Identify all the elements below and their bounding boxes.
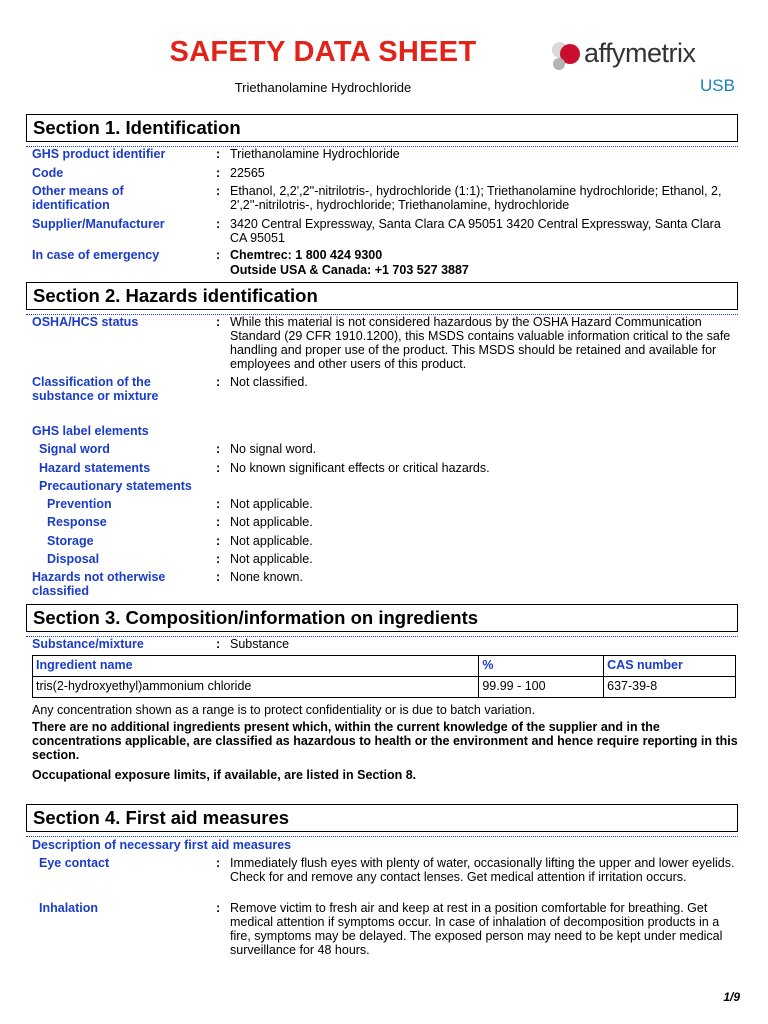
field-label: Other means of identification — [32, 184, 124, 212]
field-value: Remove victim to fresh air and keep at rest in a position comfortable for breathing. Get medical attention if symptoms occur. In case of inhalation of decomposition products in a fire, symptoms may be delayed. The exposed person may need to be kept under medical surveillance for 48 hours. — [230, 901, 723, 957]
field-label: Inhalation — [39, 901, 99, 915]
field-value: Not applicable. — [230, 515, 313, 529]
field-value: Triethanolamine Hydrochloride — [230, 147, 400, 161]
colon: : — [216, 637, 221, 651]
field-label: OSHA/HCS status — [32, 315, 139, 329]
table-header-row — [33, 656, 736, 677]
field-value: None known. — [230, 570, 303, 584]
column-header: CAS number — [604, 656, 736, 677]
field-label: Storage — [47, 534, 94, 548]
colon: : — [216, 184, 221, 198]
field-value: While this material is not considered hazardous by the OSHA Hazard Communication Standard (29 CFR 1910.1200), this MSDS contains valuable information critical to the safe handling and proper use of the product. This MSDS should be retained and available for employees and other users of this product. — [230, 315, 731, 371]
field-label: Prevention — [47, 497, 112, 511]
emergency-phone: Chemtrec: 1 800 424 9300 — [230, 248, 383, 262]
colon: : — [216, 442, 221, 456]
field-label: Disposal — [47, 552, 100, 566]
colon: : — [216, 901, 221, 915]
colon: : — [216, 375, 221, 389]
page-number: 1/9 — [723, 990, 740, 1004]
field-value: No known significant effects or critical hazards. — [230, 461, 490, 475]
field-value: Immediately flush eyes with plenty of water, occasionally lifting the upper and lower eyelids. Check for and remove any contact lenses. Get medical attention if irritation occurs. — [230, 856, 735, 884]
divider — [26, 836, 738, 837]
field-label: Supplier/Manufacturer — [32, 217, 165, 231]
field-label: Hazards not otherwise classified — [32, 570, 166, 598]
colon: : — [216, 166, 221, 180]
field-value: Ethanol, 2,2',2''-nitrilotris-, hydrochloride (1:1); Triethanolamine hydrochloride; Ethanol, 2, 2',2''-nitrilotris-, hydrochloride; Triethanolamine, hydrochloride — [230, 184, 722, 212]
section3-heading: Section 3. Composition/information on ingredients — [26, 604, 738, 632]
product-name: Triethanolamine Hydrochloride — [234, 80, 412, 95]
colon: : — [216, 315, 221, 329]
field-label: GHS product identifier — [32, 147, 166, 161]
column-header: Ingredient name — [33, 656, 479, 677]
field-value: No signal word. — [230, 442, 317, 456]
logo-mark-icon — [550, 40, 584, 74]
table-cell: tris(2-hydroxyethyl)ammonium chloride — [33, 677, 479, 698]
field-label: Response — [47, 515, 107, 529]
colon: : — [216, 552, 221, 566]
field-label: Eye contact — [39, 856, 110, 870]
colon: : — [216, 570, 221, 584]
subheading: GHS label elements — [32, 424, 149, 438]
field-value: Substance — [230, 637, 290, 651]
field-value: Not applicable. — [230, 534, 313, 548]
logo-wordmark: affymetrix — [584, 38, 696, 68]
section4-heading: Section 4. First aid measures — [26, 804, 738, 832]
field-value: Not classified. — [230, 375, 308, 389]
ingredients-table — [32, 655, 736, 698]
colon: : — [216, 248, 221, 262]
field-label: Classification of the substance or mixture — [32, 375, 159, 403]
field-value: Not applicable. — [230, 552, 313, 566]
emergency-phone-intl: Outside USA & Canada: +1 703 527 3887 — [230, 263, 469, 277]
column-header: % — [479, 656, 604, 677]
field-label: Hazard statements — [39, 461, 151, 475]
company-logo — [548, 36, 748, 100]
subheading: Description of necessary first aid measures — [32, 838, 292, 852]
colon: : — [216, 856, 221, 870]
document-title: SAFETY DATA SHEET — [169, 36, 477, 68]
table-row — [33, 677, 736, 698]
field-label: Substance/mixture — [32, 637, 144, 651]
subheading: Precautionary statements — [39, 479, 192, 493]
field-label: In case of emergency — [32, 248, 160, 262]
logo-sub: USB — [700, 76, 735, 95]
section2-heading: Section 2. Hazards identification — [26, 282, 738, 310]
note-text: Occupational exposure limits, if available, are listed in Section 8. — [32, 768, 417, 782]
field-label: Code — [32, 166, 64, 180]
note-text: Any concentration shown as a range is to protect confidentiality or is due to batch variation. — [32, 703, 536, 717]
table-cell: 99.99 - 100 — [479, 677, 604, 698]
table-cell: 637-39-8 — [604, 677, 736, 698]
colon: : — [216, 461, 221, 475]
colon: : — [216, 534, 221, 548]
colon: : — [216, 217, 221, 231]
field-value: 22565 — [230, 166, 265, 180]
field-label: Signal word — [39, 442, 110, 456]
note-text: There are no additional ingredients present which, within the current knowledge of the supplier and in the concentrations applicable, are classified as hazardous to health or the environment and hence require reporting in this section. — [32, 720, 738, 762]
colon: : — [216, 497, 221, 511]
colon: : — [216, 515, 221, 529]
field-value: Not applicable. — [230, 497, 313, 511]
colon: : — [216, 147, 221, 161]
section1-heading: Section 1. Identification — [26, 114, 738, 142]
field-value: 3420 Central Expressway, Santa Clara CA 95051 3420 Central Expressway, Santa Clara CA 95051 — [230, 217, 721, 245]
